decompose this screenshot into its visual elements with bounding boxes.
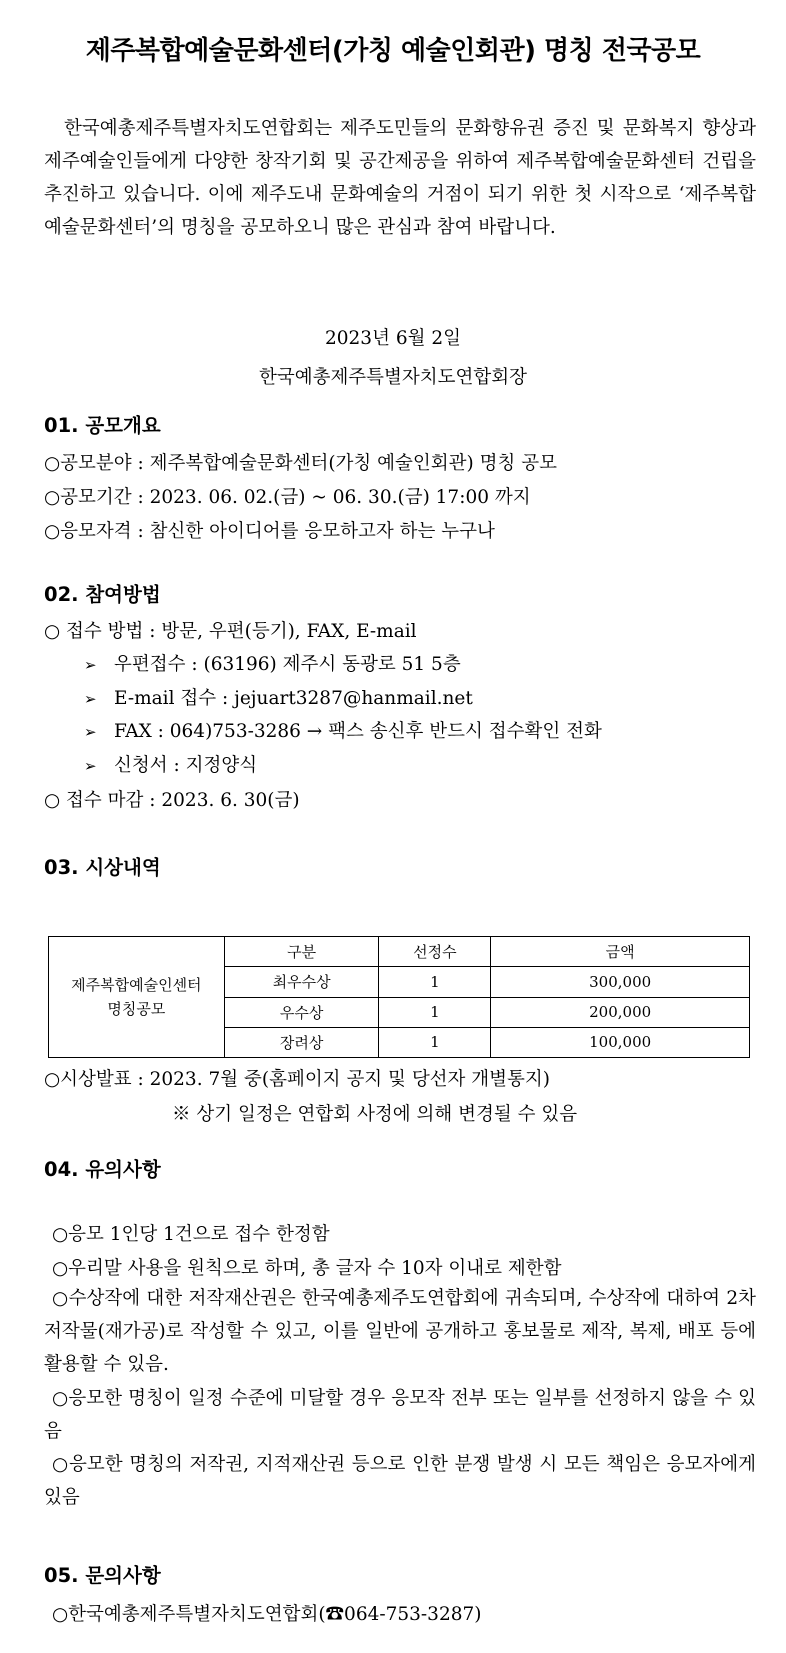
table-header-cell: 금액 bbox=[491, 937, 750, 967]
table-cell: 1 bbox=[379, 1027, 491, 1057]
section-heading-notes: 04. 유의사항 bbox=[44, 1158, 161, 1181]
category-line: 명칭공모 bbox=[107, 1000, 166, 1018]
note-item: ○우리말 사용을 원칙으로 하며, 총 글자 수 10자 이내로 제한함 bbox=[52, 1258, 562, 1279]
submission-mail-text: 우편접수 : (63196) 제주시 동광로 51 5층 bbox=[114, 654, 461, 675]
submission-email-text: E-mail 접수 : jejuart3287@hanmail.net bbox=[114, 688, 473, 709]
overview-eligibility: ○응모자격 : 참신한 아이디어를 응모하고자 하는 누구나 bbox=[44, 521, 495, 542]
overview-period: ○공모기간 : 2023. 06. 02.(금) ~ 06. 30.(금) 17:00 까지 bbox=[44, 487, 531, 508]
note-item: ○응모 1인당 1건으로 접수 한정함 bbox=[52, 1224, 330, 1245]
note-item: ○응모한 명칭이 일정 수준에 미달할 경우 응모작 전부 또는 일부를 선정하지 않을 수 있음 bbox=[44, 1388, 756, 1442]
section-heading-contact: 05. 문의사항 bbox=[44, 1564, 161, 1587]
award-announcement: ○시상발표 : 2023. 7월 중(홈페이지 공지 및 당선자 개별통지) bbox=[44, 1069, 551, 1090]
table-header-cell: 선정수 bbox=[379, 937, 491, 967]
schedule-change-note: ※ 상기 일정은 연합회 사정에 의해 변경될 수 있음 bbox=[172, 1104, 578, 1125]
signer-title: 한국예총제주특별자치도연합회장 bbox=[258, 367, 528, 388]
table-cell: 1 bbox=[379, 967, 491, 997]
table-cell: 100,000 bbox=[491, 1027, 750, 1057]
bullet-arrow-icon: ➢ bbox=[84, 656, 97, 674]
section-heading-awards: 03. 시상내역 bbox=[44, 856, 161, 879]
note-item: ○수상작에 대한 저작재산권은 한국예총제주도연합회에 귀속되며, 수상작에 대하여 2차 저작물(재가공)로 작성할 수 있고, 이를 일반에 공개하고 홍보물로 제작, 복제, 배포 등에 활용할 수 있음. bbox=[44, 1288, 756, 1375]
intro-paragraph: 한국예총제주특별자치도연합회는 제주도민들의 문화향유권 증진 및 문화복지 향상과 제주예술인들에게 다양한 창작기회 및 공간제공을 위하여 제주복합예술문화센터 건립을 추진하고 있습니다. 이에 제주도내 문화예술의 거점이 되기 위한 첫 시작으로 ‘제주복합예술문화센터’의 명칭을 공모하오니 많은 관심과 참여 바랍니다. bbox=[44, 118, 756, 238]
submission-form bbox=[84, 751, 257, 777]
submission-methods: ○ 접수 방법 : 방문, 우편(등기), FAX, E-mail bbox=[44, 621, 417, 642]
section-heading-participation: 02. 참여방법 bbox=[44, 583, 161, 606]
table-cell: 200,000 bbox=[491, 997, 750, 1027]
category-line: 제주복합예술인센터 bbox=[71, 976, 202, 994]
table-category-cell bbox=[49, 937, 225, 1058]
submission-fax bbox=[84, 717, 602, 743]
table-header-row bbox=[49, 937, 750, 967]
submission-deadline: ○ 접수 마감 : 2023. 6. 30(금) bbox=[44, 790, 300, 811]
announcement-date: 2023년 6월 2일 bbox=[325, 328, 461, 349]
contact-info: ○한국예총제주특별자치도연합회(☎064-753-3287) bbox=[52, 1604, 482, 1625]
section-heading-overview: 01. 공모개요 bbox=[44, 414, 161, 437]
table-cell: 우수상 bbox=[224, 997, 379, 1027]
submission-fax-text: FAX : 064)753-3286 → 팩스 송신후 반드시 접수확인 전화 bbox=[114, 721, 602, 742]
table-header-cell: 구분 bbox=[224, 937, 379, 967]
awards-table bbox=[48, 936, 750, 1058]
table-cell: 장려상 bbox=[224, 1027, 379, 1057]
submission-mail bbox=[84, 650, 461, 676]
document-title: 제주복합예술문화센터(가칭 예술인회관) 명칭 전국공모 bbox=[85, 36, 701, 66]
note-item: ○응모한 명칭의 저작권, 지적재산권 등으로 인한 분쟁 발생 시 모든 책임은 응모자에게 있음 bbox=[44, 1454, 756, 1508]
table-cell: 1 bbox=[379, 997, 491, 1027]
submission-email bbox=[84, 684, 473, 710]
overview-field: ○공모분야 : 제주복합예술문화센터(가칭 예술인회관) 명칭 공모 bbox=[44, 453, 557, 474]
submission-form-text: 신청서 : 지정양식 bbox=[114, 755, 258, 776]
bullet-arrow-icon: ➢ bbox=[84, 723, 97, 741]
bullet-arrow-icon: ➢ bbox=[84, 757, 97, 775]
table-cell: 최우수상 bbox=[224, 967, 379, 997]
bullet-arrow-icon: ➢ bbox=[84, 690, 97, 708]
table-cell: 300,000 bbox=[491, 967, 750, 997]
